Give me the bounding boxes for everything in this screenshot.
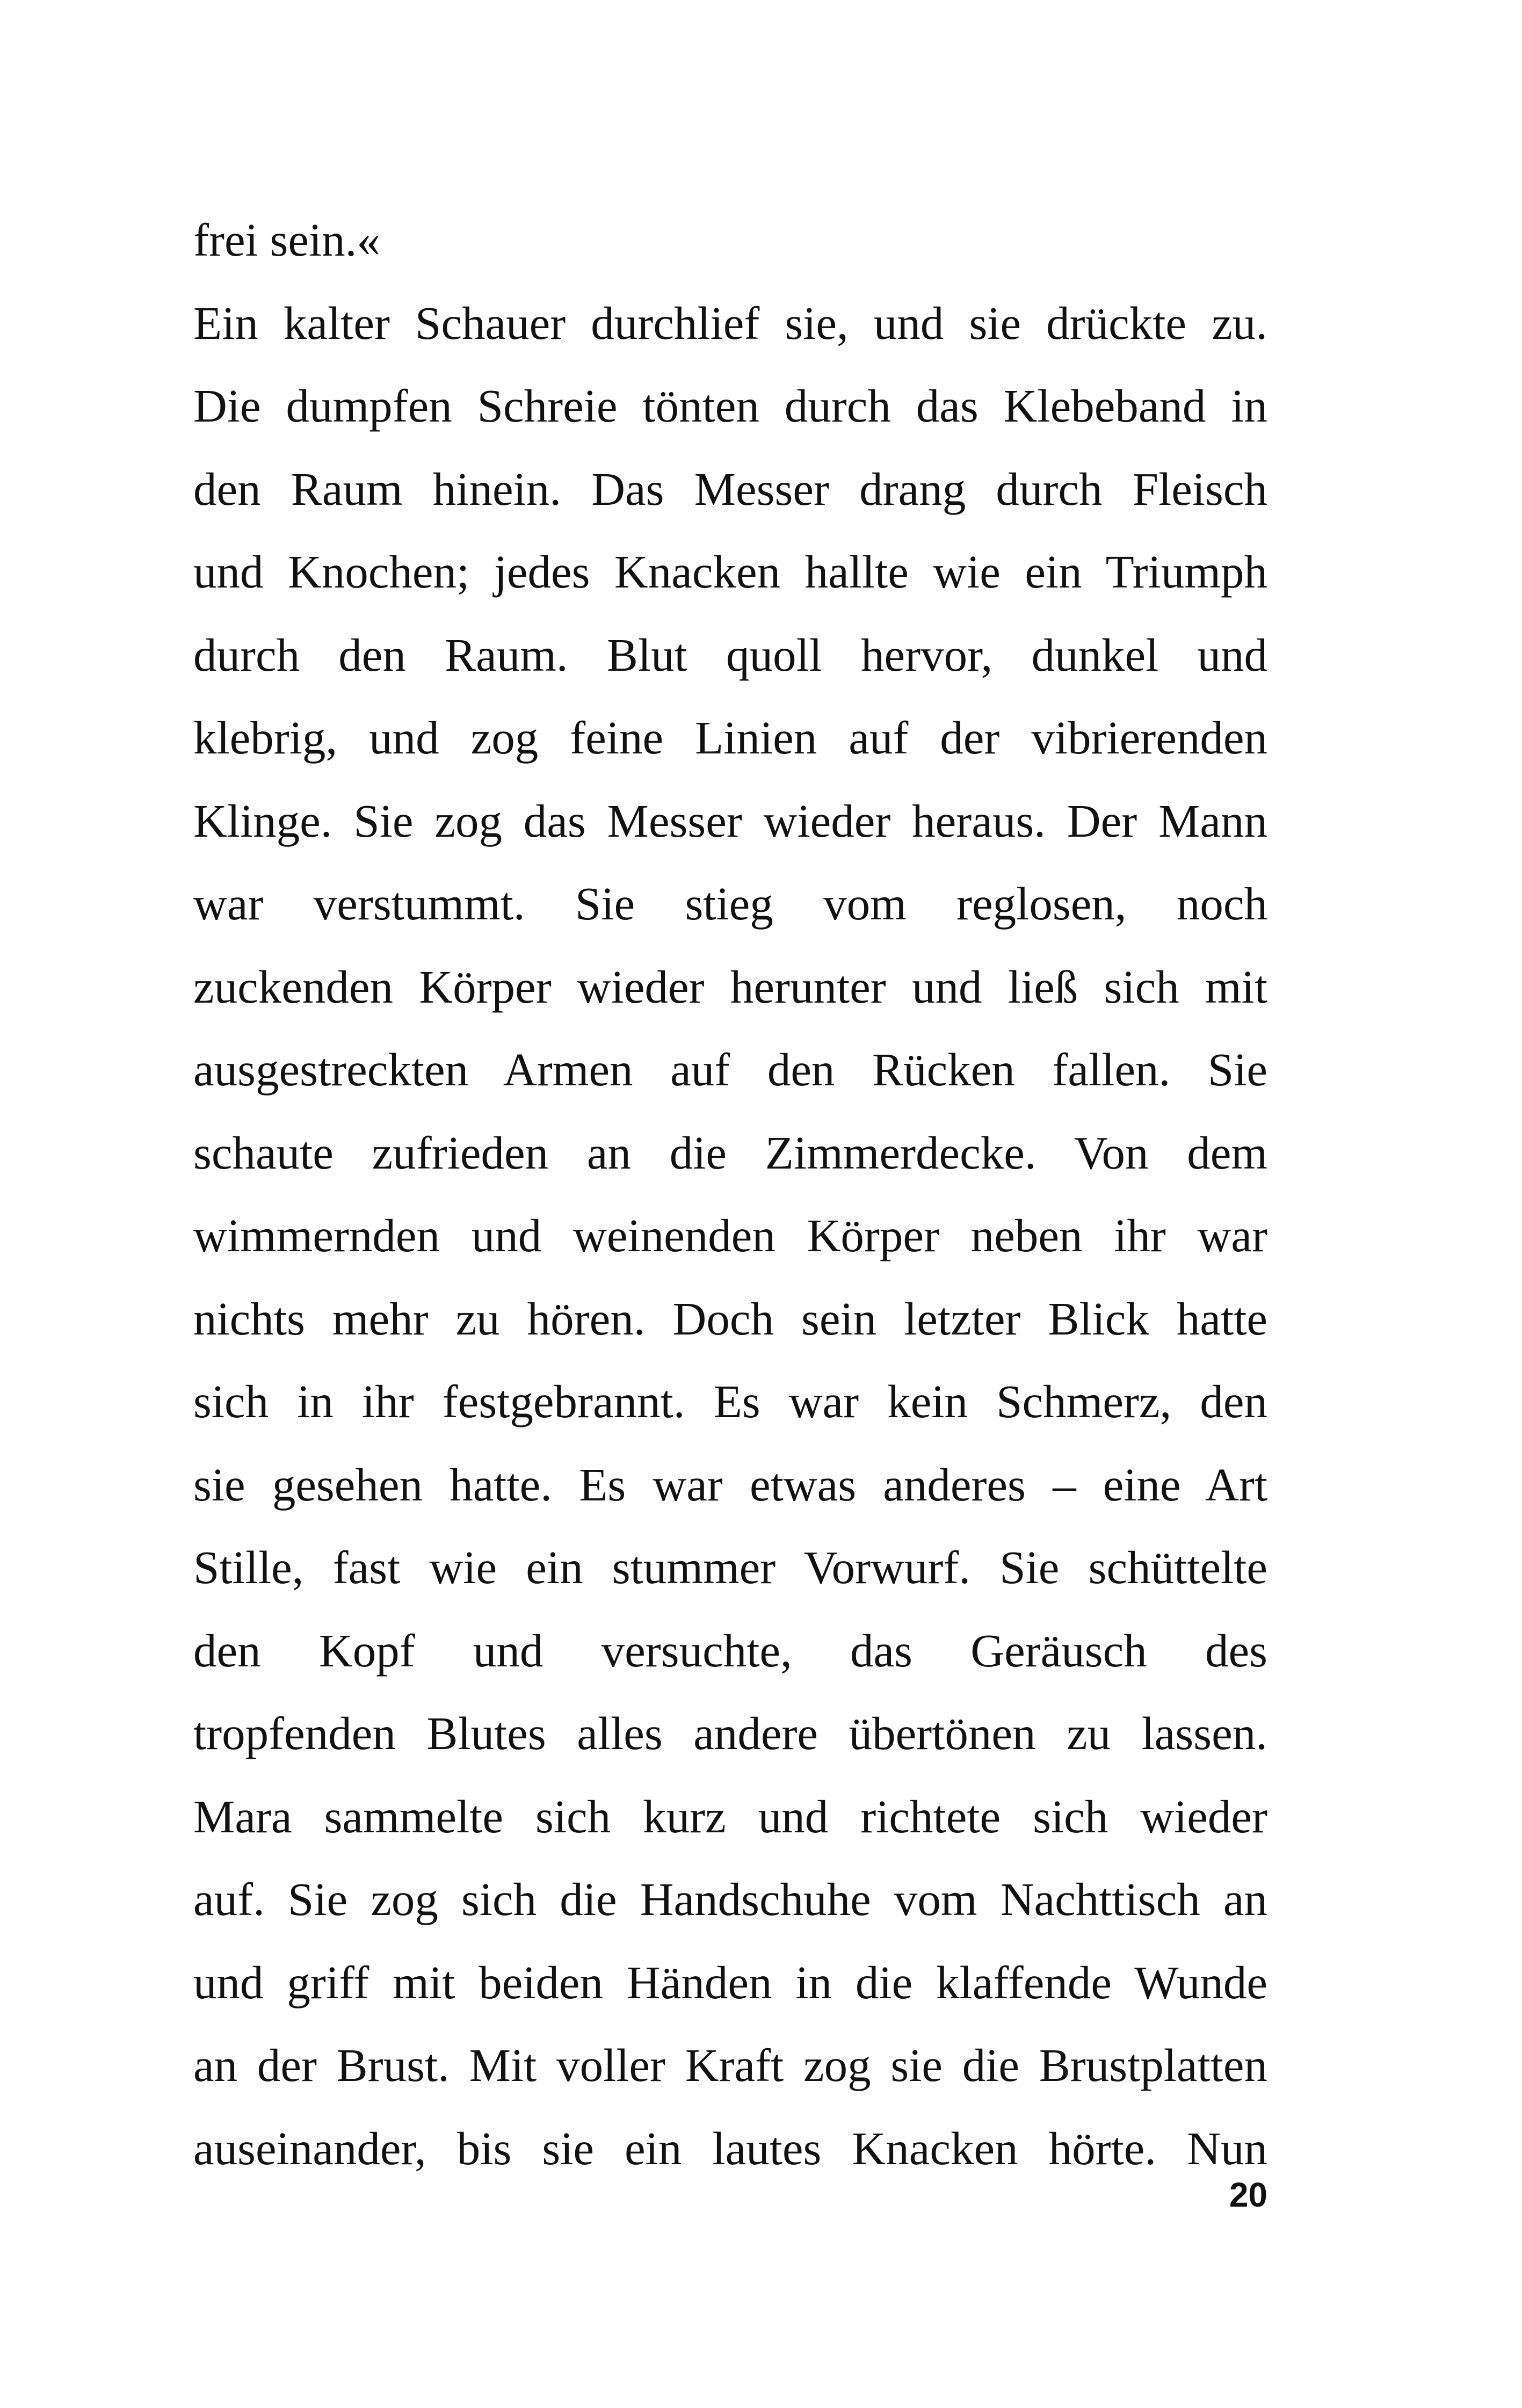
- text-line: schaute zufrieden an die Zimmerdecke. Von dem: [193, 1126, 1267, 1179]
- text-line: an der Brust. Mit voller Kraft zog sie die Brustplatten: [193, 2039, 1267, 2091]
- text-line: frei sein.«: [193, 214, 380, 266]
- text-line: Mara sammelte sich kurz und richtete sich wieder: [193, 1790, 1267, 1843]
- text-line: und Knochen; jedes Knacken hallte wie ein Triumph: [193, 546, 1267, 598]
- text-line: auf. Sie zog sich die Handschuhe vom Nachttisch an: [193, 1873, 1267, 1925]
- text-line: ausgestreckten Armen auf den Rücken fallen. Sie: [193, 1043, 1267, 1096]
- text-line: Stille, fast wie ein stummer Vorwurf. Sie schüttelte: [193, 1541, 1267, 1593]
- text-line: zuckenden Körper wieder herunter und ließ sich mit: [193, 960, 1267, 1013]
- text-line: sich in ihr festgebrannt. Es war kein Schmerz, den: [193, 1375, 1267, 1427]
- text-line: Ein kalter Schauer durchlief sie, und sie drückte zu.: [193, 296, 1267, 349]
- text-line: nichts mehr zu hören. Doch sein letzter Blick hatte: [193, 1292, 1267, 1345]
- page-number: 20: [1229, 2175, 1267, 2214]
- text-line: Die dumpfen Schreie tönten durch das Klebeband in: [193, 380, 1267, 432]
- text-line: den Kopf und versuchte, das Geräusch des: [193, 1624, 1267, 1677]
- text-line: durch den Raum. Blut quoll hervor, dunkel und: [193, 628, 1267, 681]
- text-line: tropfenden Blutes alles andere übertönen zu lassen.: [193, 1707, 1267, 1759]
- text-line: sie gesehen hatte. Es war etwas anderes – eine Art: [193, 1458, 1267, 1511]
- text-line: Klinge. Sie zog das Messer wieder heraus. Der Mann: [193, 794, 1267, 847]
- text-line: auseinander, bis sie ein lautes Knacken hörte. Nun: [193, 2122, 1267, 2174]
- text-line: klebrig, und zog feine Linien auf der vibrierenden: [193, 712, 1267, 764]
- text-line: wimmernden und weinenden Körper neben ihr war: [193, 1209, 1267, 1261]
- text-line: den Raum hinein. Das Messer drang durch Fleisch: [193, 462, 1267, 515]
- text-line: und griff mit beiden Händen in die klaffende Wunde: [193, 1956, 1267, 2008]
- body-text: [193, 199, 1267, 2190]
- text-line: war verstummt. Sie stieg vom reglosen, noch: [193, 877, 1267, 930]
